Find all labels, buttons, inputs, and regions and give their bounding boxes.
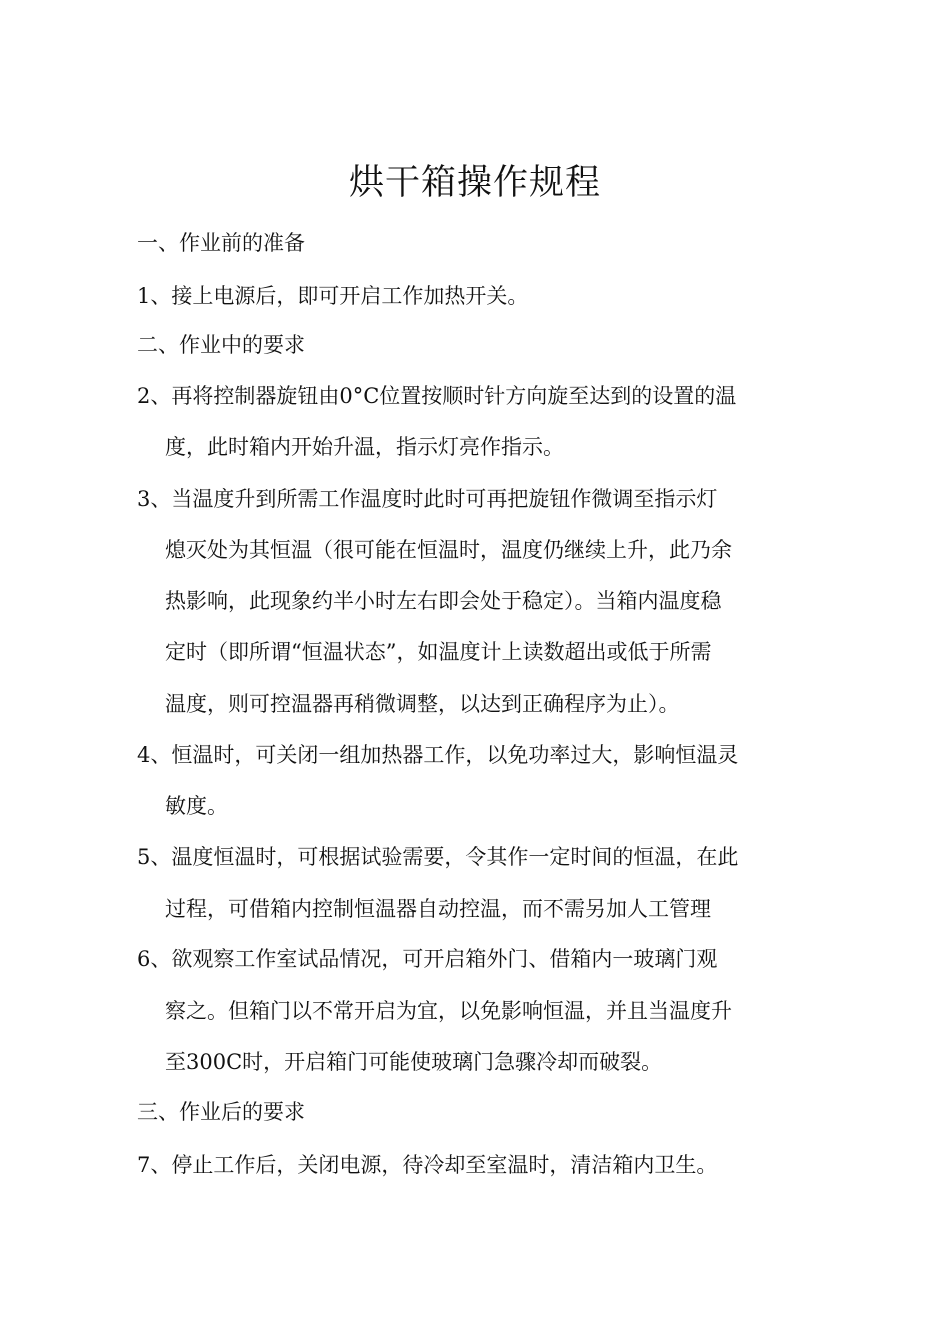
step-6-line-1: 6、欲观察工作室试品情况，可开启箱外门、借箱内一玻璃门观: [137, 947, 718, 971]
section-heading-before-work: 一、作业前的准备: [137, 231, 305, 255]
step-3-line-4: 定时（即所谓“恒温状态”，如温度计上读数超出或低于所需: [165, 640, 712, 664]
step-6-line-3: 至300C时，开启箱门可能使玻璃门急骤冷却而破裂。: [165, 1050, 663, 1074]
step-3-line-1: 3、当温度升到所需工作温度时此时可再把旋钮作微调至指示灯: [137, 487, 718, 511]
step-5-line-1: 5、温度恒温时，可根据试验需要，令其作一定时间的恒温，在此: [137, 845, 739, 869]
page-title: 烘干箱操作规程: [348, 163, 601, 203]
step-5-line-2: 过程，可借箱内控制恒温器自动控温，而不需另加人工管理: [165, 897, 711, 921]
step-3-line-3: 热影响，此现象约半小时左右即会处于稳定）。当箱内温度稳: [165, 589, 722, 613]
step-2-line-1: 2、再将控制器旋钮由0°C位置按顺时针方向旋至达到的设置的温: [137, 384, 737, 408]
step-4-line-1: 4、恒温时，可关闭一组加热器工作，以免功率过大，影响恒温灵: [137, 743, 739, 767]
step-3-line-5: 温度，则可控温器再稍微调整，以达到正确程序为止）。: [165, 692, 680, 716]
step-2-line-2: 度，此时箱内开始升温，指示灯亮作指示。: [165, 435, 564, 459]
step-1: 1、接上电源后，即可开启工作加热开关。: [137, 284, 529, 308]
step-4-line-2: 敏度。: [165, 794, 228, 818]
section-heading-after-work: 三、作业后的要求: [137, 1100, 305, 1124]
section-heading-during-work: 二、作业中的要求: [137, 333, 305, 357]
step-3-line-2: 熄灭处为其恒温（很可能在恒温时，温度仍继续上升，此乃余: [165, 538, 732, 562]
step-6-line-2: 察之。但箱门以不常开启为宜，以免影响恒温，并且当温度升: [165, 999, 732, 1023]
step-7: 7、停止工作后，关闭电源，待冷却至室温时，清洁箱内卫生。: [137, 1153, 718, 1177]
